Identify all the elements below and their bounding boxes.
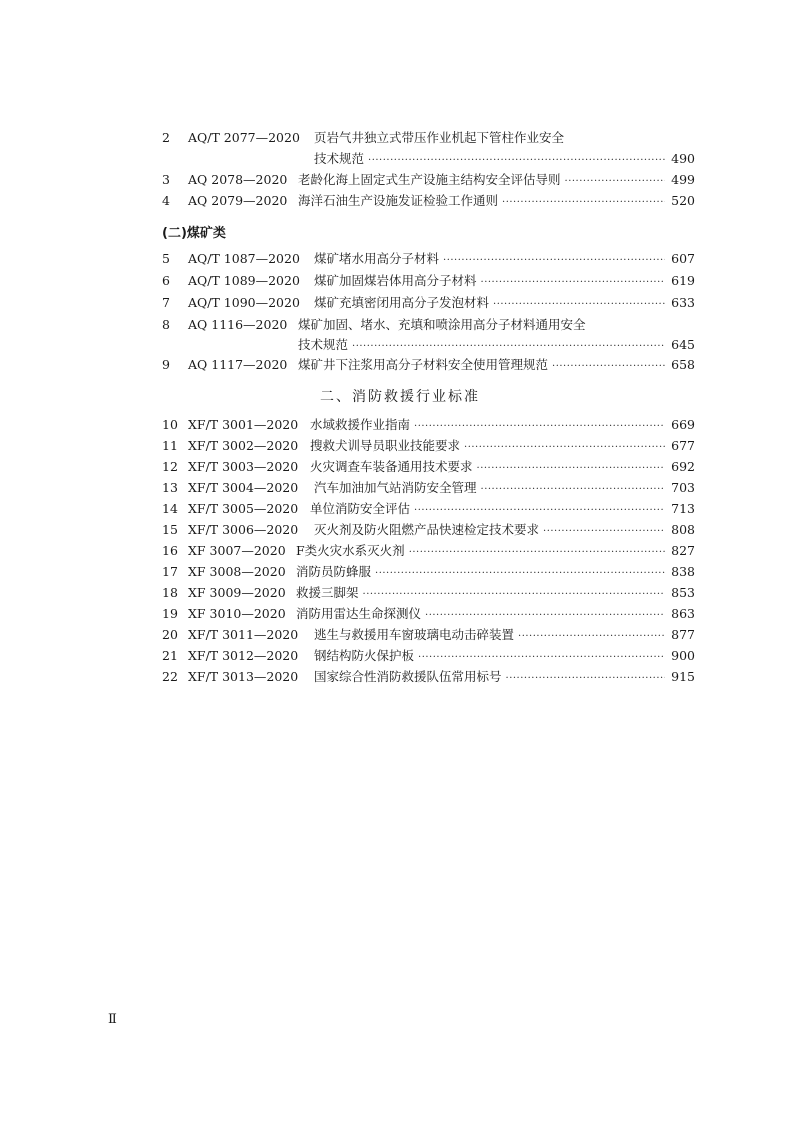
leader-dots <box>363 585 666 605</box>
entry-number: 11 <box>162 438 178 453</box>
entry-title: 海洋石油生产设施发证检验工作通则 <box>298 193 499 208</box>
entry-title-continuation: 技术规范 <box>314 151 365 166</box>
leader-dots <box>443 251 665 271</box>
standard-code: XF 3009—2020 <box>188 585 286 600</box>
standard-code: AQ/T 2077—2020 <box>188 130 300 145</box>
leader-dots <box>352 337 665 357</box>
entry-title: 煤矿堵水用高分子材料 <box>314 251 440 266</box>
entry-number: 6 <box>162 273 170 288</box>
standard-code: AQ/T 1090—2020 <box>188 295 300 310</box>
standard-code: XF/T 3013—2020 <box>188 669 299 684</box>
toc-entry-7 <box>0 293 800 313</box>
toc-entry-8-continuation <box>0 335 800 355</box>
entry-title: 煤矿加固、堵水、充填和喷涂用高分子材料通用安全 <box>298 317 586 332</box>
toc-entry-13 <box>0 478 800 498</box>
standard-code: XF/T 3011—2020 <box>188 627 299 642</box>
toc-entry-18 <box>0 583 800 603</box>
toc-entry-14 <box>0 499 800 519</box>
leader-dots <box>502 193 665 213</box>
entry-number: 3 <box>162 172 170 187</box>
entry-number: 22 <box>162 669 178 684</box>
entry-number: 10 <box>162 417 178 432</box>
standard-code: AQ 2079—2020 <box>188 193 288 208</box>
entry-number: 13 <box>162 480 178 495</box>
leader-dots <box>414 501 665 521</box>
entry-title: 单位消防安全评估 <box>310 501 411 516</box>
toc-entry-3 <box>0 170 800 190</box>
leader-dots <box>418 648 665 668</box>
page-number: 669 <box>671 417 695 432</box>
entry-number: 15 <box>162 522 178 537</box>
entry-number: 21 <box>162 648 178 663</box>
toc-entry-5 <box>0 249 800 269</box>
entry-title: 老龄化海上固定式生产设施主结构安全评估导则 <box>298 172 561 187</box>
entry-number: 8 <box>162 317 170 332</box>
standard-code: XF/T 3002—2020 <box>188 438 299 453</box>
toc-entry-10 <box>0 415 800 435</box>
toc-entry-20 <box>0 625 800 645</box>
toc-entry-6 <box>0 271 800 291</box>
standard-code: XF 3007—2020 <box>188 543 286 558</box>
entry-number: 18 <box>162 585 178 600</box>
entry-number: 17 <box>162 564 178 579</box>
leader-dots <box>565 172 666 192</box>
entry-number: 12 <box>162 459 178 474</box>
page-number: 877 <box>671 627 695 642</box>
entry-title-continuation: 技术规范 <box>298 337 349 352</box>
entry-title: 煤矿井下注浆用高分子材料安全使用管理规范 <box>298 357 549 372</box>
leader-dots <box>464 438 665 458</box>
leader-dots <box>543 522 665 542</box>
toc-entry-17 <box>0 562 800 582</box>
entry-title: 水域救援作业指南 <box>310 417 411 432</box>
standard-code: XF 3010—2020 <box>188 606 286 621</box>
entry-number: 16 <box>162 543 178 558</box>
toc-entry-2-continuation <box>0 149 800 169</box>
toc-entry-11 <box>0 436 800 456</box>
page-number: 808 <box>671 522 695 537</box>
entry-title: 页岩气井独立式带压作业机起下管柱作业安全 <box>314 130 565 145</box>
page-number: 915 <box>671 669 695 684</box>
leader-dots <box>481 480 666 500</box>
entry-title: 火灾调查车装备通用技术要求 <box>310 459 473 474</box>
page-number: 853 <box>671 585 695 600</box>
entry-title: 逃生与救援用车窗玻璃电动击碎装置 <box>314 627 515 642</box>
entry-title: 煤矿充填密闭用高分子发泡材料 <box>314 295 490 310</box>
page-number: 838 <box>671 564 695 579</box>
page-number: 713 <box>671 501 695 516</box>
standard-code: XF/T 3012—2020 <box>188 648 299 663</box>
leader-dots <box>518 627 665 647</box>
category-heading-coal-mine: (二)煤矿类 <box>162 226 226 241</box>
standard-code: XF/T 3001—2020 <box>188 417 299 432</box>
standard-code: XF/T 3005—2020 <box>188 501 299 516</box>
entry-number: 5 <box>162 251 170 266</box>
page-number: 692 <box>671 459 695 474</box>
standard-code: AQ 2078—2020 <box>188 172 288 187</box>
entry-title: 煤矿加固煤岩体用高分子材料 <box>314 273 477 288</box>
standard-code: AQ/T 1087—2020 <box>188 251 300 266</box>
standard-code: AQ 1117—2020 <box>188 357 288 372</box>
entry-title: 消防用雷达生命探测仪 <box>296 606 422 621</box>
page-number: 490 <box>671 151 695 166</box>
entry-title: 消防员防蜂服 <box>296 564 372 579</box>
entry-number: 9 <box>162 357 170 372</box>
page-number: 863 <box>671 606 695 621</box>
toc-entry-12 <box>0 457 800 477</box>
entry-number: 19 <box>162 606 178 621</box>
standard-code: XF/T 3003—2020 <box>188 459 299 474</box>
footer-page-number: Ⅱ <box>108 1012 117 1027</box>
toc-entry-4 <box>0 191 800 211</box>
page-number: 607 <box>671 251 695 266</box>
page-number: 499 <box>671 172 695 187</box>
leader-dots <box>481 273 666 293</box>
toc-entry-2 <box>0 128 800 148</box>
entry-title: F类火灾水系灭火剂 <box>296 543 405 558</box>
section-heading-fire-rescue: 二、消防救援行业标准 <box>320 389 480 405</box>
leader-dots <box>375 564 665 584</box>
standard-code: XF/T 3004—2020 <box>188 480 299 495</box>
leader-dots <box>552 357 665 377</box>
standard-code: XF 3008—2020 <box>188 564 286 579</box>
entry-title: 钢结构防火保护板 <box>314 648 415 663</box>
page-number: 677 <box>671 438 695 453</box>
toc-entry-15 <box>0 520 800 540</box>
page-number: 619 <box>671 273 695 288</box>
entry-title: 救援三脚架 <box>296 585 359 600</box>
toc-entry-8 <box>0 315 800 335</box>
page-number: 827 <box>671 543 695 558</box>
entry-number: 20 <box>162 627 178 642</box>
leader-dots <box>493 295 665 315</box>
entry-title: 灭火剂及防火阻燃产品快速检定技术要求 <box>314 522 540 537</box>
standard-code: AQ/T 1089—2020 <box>188 273 300 288</box>
toc-entry-21 <box>0 646 800 666</box>
leader-dots <box>368 151 665 171</box>
toc-entry-16 <box>0 541 800 561</box>
leader-dots <box>477 459 666 479</box>
leader-dots <box>506 669 666 689</box>
standard-code: XF/T 3006—2020 <box>188 522 299 537</box>
toc-entry-19 <box>0 604 800 624</box>
leader-dots <box>409 543 665 563</box>
entry-number: 4 <box>162 193 170 208</box>
standard-code: AQ 1116—2020 <box>188 317 288 332</box>
entry-title: 国家综合性消防救援队伍常用标号 <box>314 669 502 684</box>
toc-entry-9 <box>0 355 800 375</box>
leader-dots <box>425 606 665 626</box>
page-number: 520 <box>671 193 695 208</box>
page-number: 645 <box>671 337 695 352</box>
entry-title: 汽车加油加气站消防安全管理 <box>314 480 477 495</box>
page-number: 658 <box>671 357 695 372</box>
page-number: 900 <box>671 648 695 663</box>
entry-number: 2 <box>162 130 170 145</box>
leader-dots <box>414 417 665 437</box>
page-number: 703 <box>671 480 695 495</box>
entry-number: 7 <box>162 295 170 310</box>
entry-title: 搜救犬训导员职业技能要求 <box>310 438 461 453</box>
entry-number: 14 <box>162 501 178 516</box>
toc-entry-22 <box>0 667 800 687</box>
page-number: 633 <box>671 295 695 310</box>
